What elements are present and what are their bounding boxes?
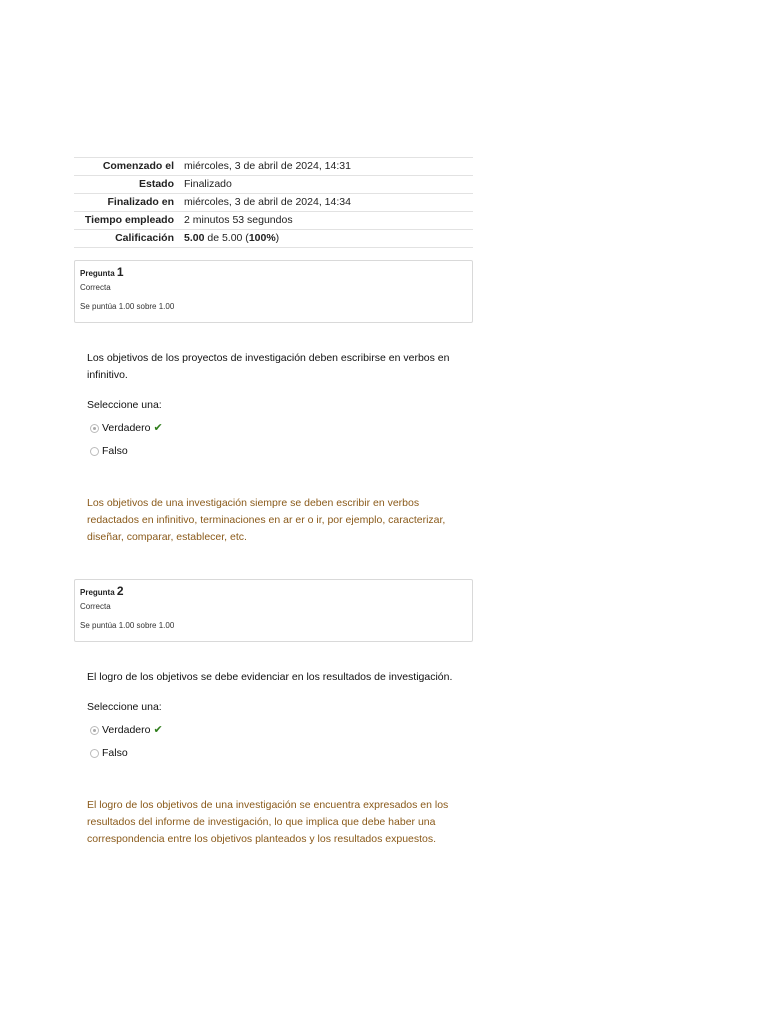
summary-row-state bbox=[74, 176, 473, 194]
option-label: Falso bbox=[102, 747, 128, 759]
answer-option-true[interactable] bbox=[74, 722, 473, 738]
question-grade: Se puntúa 1.00 sobre 1.00 bbox=[80, 621, 175, 630]
summary-value: 2 minutos 53 segundos bbox=[184, 214, 293, 226]
attempt-summary-table bbox=[74, 157, 473, 248]
summary-row-finished bbox=[74, 194, 473, 212]
summary-label: Estado bbox=[138, 178, 174, 190]
question-prefix: Pregunta bbox=[80, 269, 115, 278]
question-text: El logro de los objetivos se debe evidenciar en los resultados de investigación. bbox=[87, 671, 453, 683]
question-1 bbox=[74, 260, 473, 546]
check-icon: ✔ bbox=[153, 422, 163, 434]
radio-checked-icon[interactable] bbox=[90, 726, 99, 735]
summary-value: miércoles, 3 de abril de 2024, 14:34 bbox=[184, 196, 351, 208]
grade-mid: de 5.00 ( bbox=[204, 232, 249, 244]
quiz-review bbox=[74, 157, 473, 848]
question-num: 1 bbox=[116, 265, 124, 279]
answer-prompt: Seleccione una: bbox=[87, 701, 162, 713]
question-state: Correcta bbox=[80, 283, 111, 292]
summary-value: miércoles, 3 de abril de 2024, 14:31 bbox=[184, 160, 351, 172]
grade-score: 5.00 bbox=[184, 232, 205, 244]
question-grade: Se puntúa 1.00 sobre 1.00 bbox=[80, 302, 175, 311]
general-feedback: Los objetivos de una investigación siempre se deben escribir en verbos redactados en infinitivo, terminaciones en ar er o ir, por ejemplo, caracterizar, diseñar, comparar, establecer, etc. bbox=[87, 497, 446, 543]
radio-checked-icon[interactable] bbox=[90, 424, 99, 433]
option-label: Verdadero bbox=[102, 724, 151, 736]
summary-label: Comenzado el bbox=[102, 160, 174, 172]
question-text: Los objetivos de los proyectos de investigación deben escribirse en verbos en infinitivo. bbox=[87, 352, 450, 381]
grade-percent: 100% bbox=[248, 232, 276, 244]
general-feedback: El logro de los objetivos de una investigación se encuentra expresados en los resultados del informe de investigación, lo que implica que debe haber una correspondencia entre los objetivos planteados y los resultados expuestos. bbox=[87, 799, 449, 845]
radio-unchecked-icon[interactable] bbox=[90, 447, 99, 456]
summary-row-grade bbox=[74, 230, 473, 248]
grade-end: ) bbox=[275, 232, 280, 244]
summary-label: Calificación bbox=[115, 232, 174, 244]
radio-unchecked-icon[interactable] bbox=[90, 749, 99, 758]
question-2 bbox=[74, 579, 473, 848]
question-info bbox=[74, 579, 473, 642]
summary-label: Tiempo empleado bbox=[84, 214, 174, 226]
question-num: 2 bbox=[116, 584, 124, 598]
question-state: Correcta bbox=[80, 602, 111, 611]
summary-value: Finalizado bbox=[184, 178, 232, 190]
question-prefix: Pregunta bbox=[80, 588, 115, 597]
summary-row-started bbox=[74, 158, 473, 176]
summary-grade-value bbox=[179, 230, 473, 248]
answer-option-false[interactable] bbox=[74, 443, 473, 459]
summary-label: Finalizado en bbox=[107, 196, 174, 208]
answer-option-false[interactable] bbox=[74, 745, 473, 761]
question-number bbox=[80, 265, 466, 281]
option-label: Falso bbox=[102, 445, 128, 457]
answer-prompt: Seleccione una: bbox=[87, 399, 162, 411]
answer-option-true[interactable] bbox=[74, 420, 473, 436]
check-icon: ✔ bbox=[153, 724, 163, 736]
question-info bbox=[74, 260, 473, 323]
question-number bbox=[80, 584, 466, 600]
option-label: Verdadero bbox=[102, 422, 151, 434]
summary-row-time-taken bbox=[74, 212, 473, 230]
